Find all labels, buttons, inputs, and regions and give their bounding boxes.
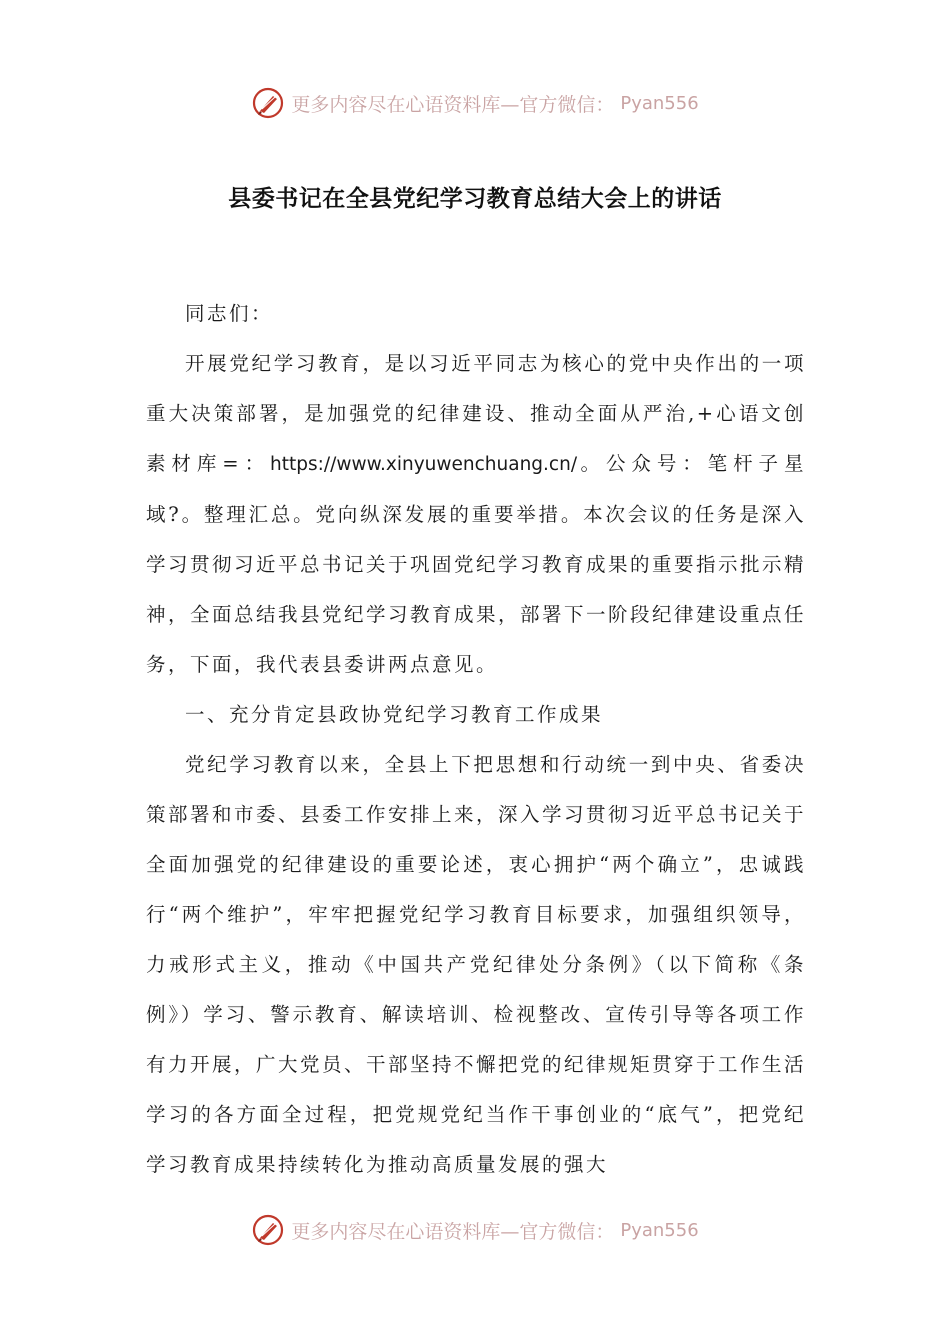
watermark-banner-top [0,83,950,123]
paragraph-text: 开展党纪学习教育，是以习近平同志为核心的党中央作出的一项重大决策部署，是加强党的纪律建设、推动全面从严治,+心语文创素材库=： [146,352,806,475]
watermark-text: 更多内容尽在心语资料库—官方微信： [291,1220,615,1243]
wechat-id: Pyan556 [620,92,699,114]
wechat-id: Pyan556 [620,1219,699,1241]
section-heading: 一、充分肯定县政协党纪学习教育工作成果 [185,703,604,726]
watermark-banner-bottom [0,1210,950,1250]
greeting: 同志们： [185,302,274,325]
pen-nib-logo-icon [251,1213,285,1247]
website-url: https://www.xinyuwenchuang.cn/ [270,454,578,475]
paragraph: 党纪学习教育以来，全县上下把思想和行动统一到中央、省委决策部署和市委、县委工作安排上来，深入学习贯彻习近平总书记关于全面加强党的纪律建设的重要论述，衷心拥护“两个确立”，忠诚践行“两个维护”，牢牢把握党纪学习教育目标要求，加强组织领导，力戒形式主义，推动《中国共产党纪律处分条例》（以下简称《条例》）学习、警示教育、解读培训、检视整改、宣传引导等各项工作有力开展，广大党员、干部坚持不懈把党的纪律规矩贯穿于工作生活学习的各方面全过程，把党规党纪当作干事创业的“底气”，把党纪学习教育成果持续转化为推动高质量发展的强大 [146,753,807,1176]
watermark-text: 更多内容尽在心语资料库—官方微信： [291,93,615,116]
paragraph [146,339,806,690]
paragraph-text: 。公众号：笔杆子星域?。整理汇总。党向纵深发展的重要举措。本次会议的任务是深入学习贯彻习近平总书记关于巩固党纪学习教育成果的重要指示批示精神，全面总结我县党纪学习教育成果，部署下一阶段纪律建设重点任务，下面，我代表县委讲两点意见。 [146,452,807,676]
document-title: 县委书记在全县党纪学习教育总结大会上的讲话 [228,186,722,212]
document-body [146,289,806,1190]
pen-nib-logo-icon [251,86,285,120]
